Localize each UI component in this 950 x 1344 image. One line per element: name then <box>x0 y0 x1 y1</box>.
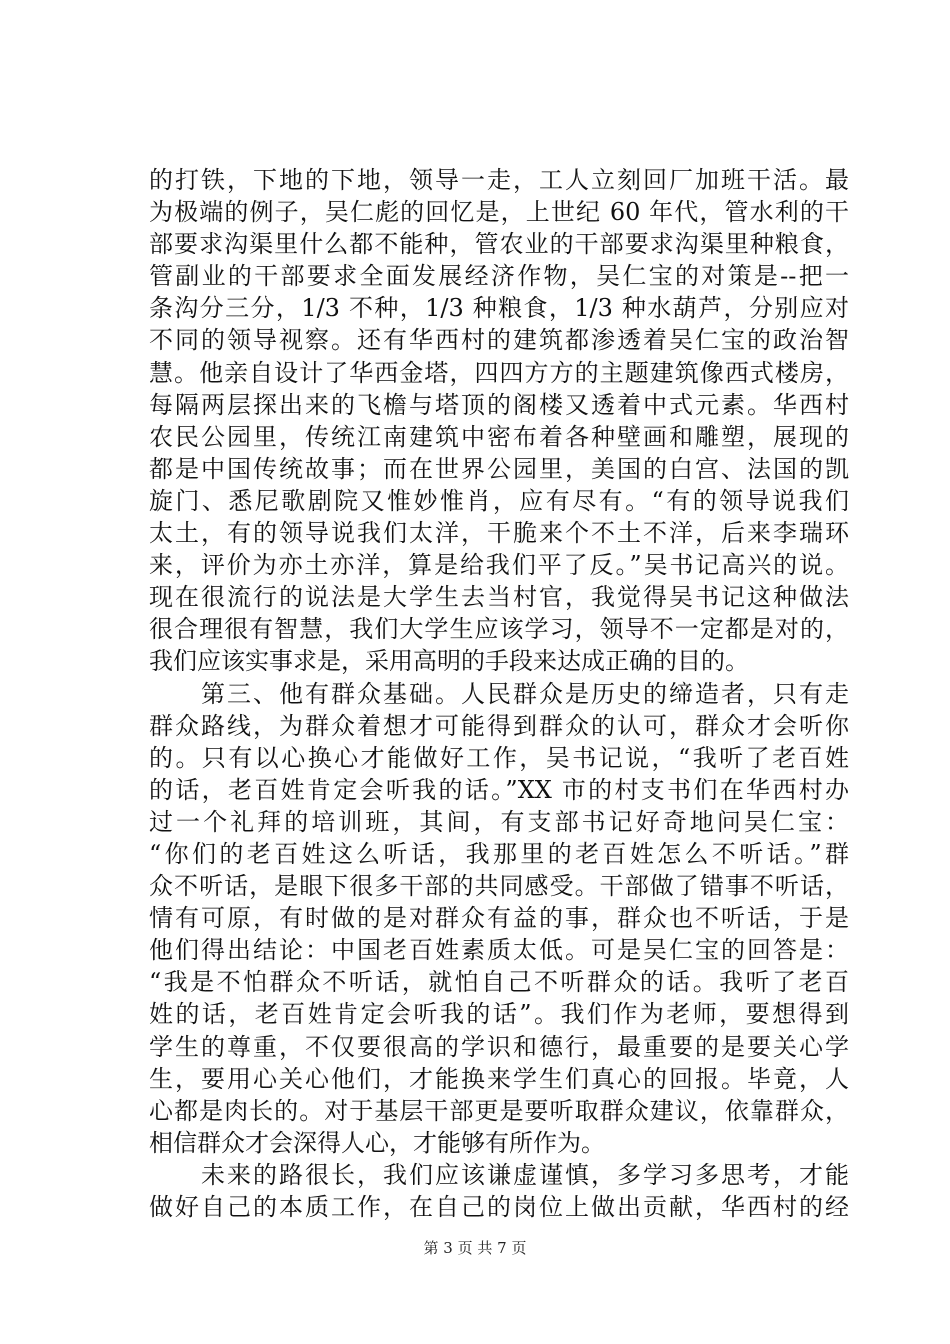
text-line: 相信群众才会深得人心，才能够有所作为。 <box>149 1128 605 1157</box>
text-line: 现在很流行的说法是大学生去当村官，我觉得吴书记这种做法 <box>149 583 849 612</box>
text-line: 为极端的例子，吴仁彪的回忆是，上世纪 60 年代，管水利的干 <box>149 198 849 227</box>
text-line: 他们得出结论：中国老百姓素质太低。可是吴仁宝的回答是： <box>149 936 849 965</box>
text-line: 管副业的干部要求全面发展经济作物，吴仁宝的对策是--把一 <box>149 262 849 291</box>
text-line: 不同的领导视察。还有华西村的建筑都渗透着吴仁宝的政治智 <box>149 326 849 355</box>
text-line: 学生的尊重，不仅要很高的学识和德行，最重要的是要关心学 <box>149 1032 849 1061</box>
text-line: 生，要用心关心他们，才能换来学生们真心的回报。毕竟，人 <box>149 1064 849 1093</box>
text-line: 太土，有的领导说我们太洋，干脆来个不土不洋，后来李瑞环 <box>149 519 849 548</box>
text-line: “你们的老百姓这么听话，我那里的老百姓怎么不听话。”群 <box>149 839 849 868</box>
text-line: 未来的路很长，我们应该谦虚谨慎，多学习多思考，才能 <box>149 1160 849 1189</box>
text-line: 的。只有以心换心才能做好工作，吴书记说，“我听了老百姓 <box>149 743 849 772</box>
text-line: 姓的话，老百姓肯定会听我的话”。我们作为老师，要想得到 <box>149 1000 849 1029</box>
text-line: 都是中国传统故事；而在世界公园里，美国的白宫、法国的凯 <box>149 454 849 483</box>
text-line: 的打铁，下地的下地，领导一走，工人立刻回厂加班干活。最 <box>149 166 849 194</box>
text-line: 第三、他有群众基础。人民群众是历史的缔造者，只有走 <box>149 679 849 708</box>
text-line: 旋门、悉尼歌剧院又惟妙惟肖，应有尽有。“有的领导说我们 <box>149 486 849 515</box>
text-line: 部要求沟渠里什么都不能种，管农业的干部要求沟渠里种粮食， <box>149 230 849 259</box>
text-line: 过一个礼拜的培训班，其间，有支部书记好奇地问吴仁宝： <box>149 807 849 836</box>
text-line: 条沟分三分，1/3 不种，1/3 种粮食，1/3 种水葫芦，分别应对 <box>149 294 849 323</box>
text-line: 慧。他亲自设计了华西金塔，四四方方的主题建筑像西式楼房， <box>149 358 849 387</box>
text-line: “我是不怕群众不听话，就怕自己不听群众的话。我听了老百 <box>149 968 849 997</box>
body-text <box>149 164 849 1223</box>
text-line: 的话，老百姓肯定会听我的话。”XX 市的村支书们在华西村办 <box>149 775 849 804</box>
text-line: 每隔两层探出来的飞檐与塔顶的阁楼又透着中式元素。华西村 <box>149 390 849 419</box>
text-line: 我们应该实事求是，采用高明的手段来达成正确的目的。 <box>149 647 749 676</box>
text-line: 情有可原，有时做的是对群众有益的事，群众也不听话，于是 <box>149 904 849 933</box>
text-line: 群众路线，为群众着想才可能得到群众的认可，群众才会听你 <box>149 711 849 740</box>
text-line: 心都是肉长的。对于基层干部更是要听取群众建议，依靠群众， <box>149 1096 849 1125</box>
text-line: 很合理很有智慧，我们大学生应该学习，领导不一定都是对的， <box>149 615 849 644</box>
text-line: 做好自己的本质工作，在自己的岗位上做出贡献，华西村的经 <box>149 1193 849 1221</box>
page-footer: 第 3 页 共 7 页 <box>423 1239 527 1257</box>
text-line: 农民公园里，传统江南建筑中密布着各种壁画和雕塑，展现的 <box>149 422 849 451</box>
text-line: 来，评价为亦土亦洋，算是给我们平了反。”吴书记高兴的说。 <box>149 551 849 580</box>
text-line: 众不听话，是眼下很多干部的共同感受。干部做了错事不听话， <box>149 872 849 901</box>
